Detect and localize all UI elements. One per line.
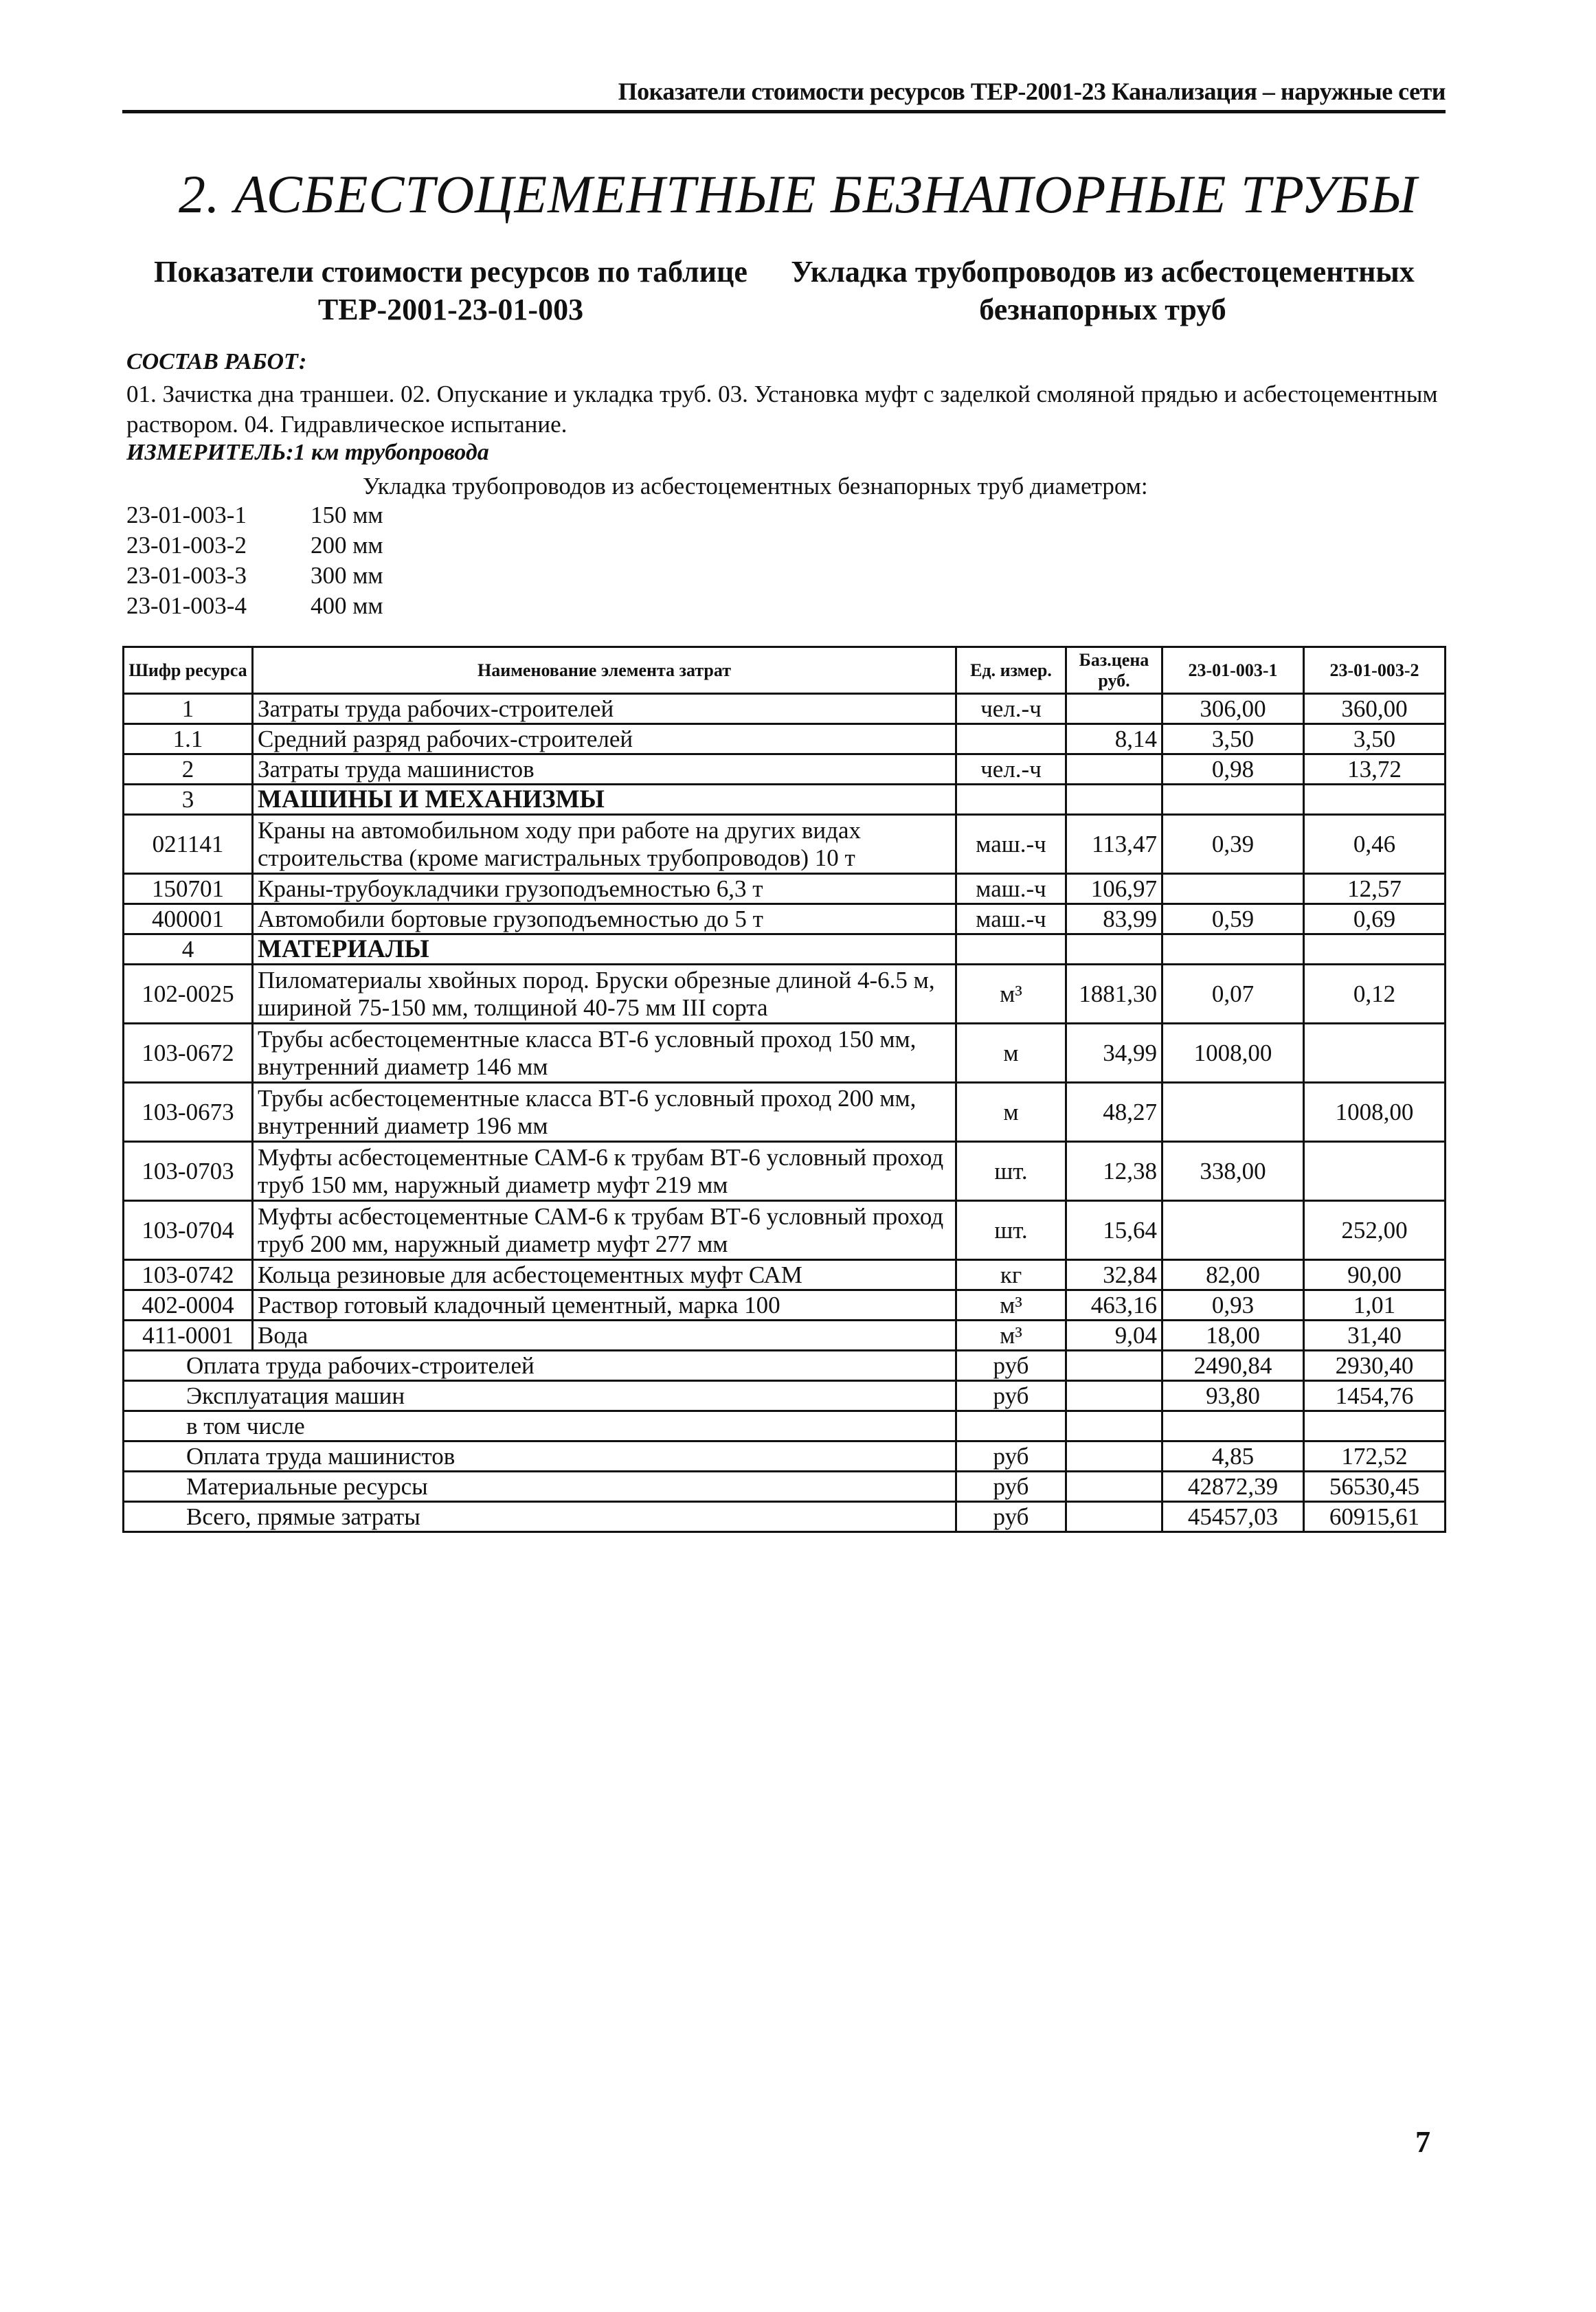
cell-name: МАТЕРИАЛЫ [253,934,956,965]
cell-unit: чел.-ч [956,694,1066,724]
header-col1: 23-01-003-1 [1162,647,1304,694]
cell-code: 021141 [124,815,253,874]
variant-code: 23-01-003-3 [126,562,247,589]
cell-price: 15,64 [1066,1201,1162,1260]
table-row [124,1083,1446,1142]
cell-v2 [1304,785,1446,815]
table-row [124,1024,1446,1083]
total-v1: 42872,39 [1162,1472,1304,1502]
total-v1 [1162,1411,1304,1441]
table-row [124,694,1446,724]
cell-v2: 360,00 [1304,694,1446,724]
cell-unit: маш.-ч [956,874,1066,904]
variant-item [126,591,383,621]
cell-name: Трубы асбестоцементные класса ВТ-6 условный проход 150 мм, внутренний диаметр 146 мм [253,1024,956,1083]
cell-v1: 1008,00 [1162,1024,1304,1083]
cell-v1: 82,00 [1162,1260,1304,1290]
cell-name: Краны на автомобильном ходу при работе на других видах строительства (кроме магистральных трубопроводов) 10 т [253,815,956,874]
variant-size: 300 мм [311,562,383,589]
measure-label: ИЗМЕРИТЕЛЬ:1 км трубопровода [126,440,489,465]
table-title-left-line1: Показатели стоимости ресурсов по таблице [154,255,748,289]
table-title-right [773,253,1432,328]
cell-v2 [1304,1142,1446,1201]
total-row [124,1472,1446,1502]
total-row [124,1381,1446,1411]
table-row [124,1290,1446,1321]
total-v1: 4,85 [1162,1441,1304,1472]
table-row [124,1260,1446,1290]
cell-v1: 0,93 [1162,1290,1304,1321]
cell-name: Трубы асбестоцементные класса ВТ-6 условный проход 200 мм, внутренний диаметр 196 мм [253,1083,956,1142]
cell-v1 [1162,785,1304,815]
cell-price: 34,99 [1066,1024,1162,1083]
cell-unit: м³ [956,1290,1066,1321]
variant-item [126,500,383,530]
total-label: Материальные ресурсы [124,1472,956,1502]
cell-price: 8,14 [1066,724,1162,754]
total-label: в том числе [124,1411,956,1441]
cell-code: 103-0673 [124,1083,253,1142]
table-row [124,724,1446,754]
cell-price [1066,754,1162,785]
cell-unit: кг [956,1260,1066,1290]
cell-name: Кольца резиновые для асбестоцементных муфт САМ [253,1260,956,1290]
cell-unit: шт. [956,1201,1066,1260]
cell-price [1066,934,1162,965]
cell-price: 463,16 [1066,1290,1162,1321]
cell-name: Автомобили бортовые грузоподъемностью до 5 т [253,904,956,934]
total-row [124,1502,1446,1532]
section-title: 2. АСБЕСТОЦЕМЕНТНЫЕ БЕЗНАПОРНЫЕ ТРУБЫ [179,164,1417,224]
total-v1: 2490,84 [1162,1351,1304,1381]
table-row [124,1201,1446,1260]
cell-unit: маш.-ч [956,904,1066,934]
cell-price: 106,97 [1066,874,1162,904]
header-name: Наименование элемента затрат [253,647,956,694]
cell-unit: м [956,1024,1066,1083]
cell-code: 102-0025 [124,965,253,1024]
variant-code: 23-01-003-4 [126,592,247,619]
table-title-left [135,253,767,328]
variant-size: 150 мм [311,502,383,528]
cell-price [1066,694,1162,724]
total-price-empty [1066,1472,1162,1502]
table-row [124,1321,1446,1351]
cell-code: 402-0004 [124,1290,253,1321]
cell-name: Раствор готовый кладочный цементный, марка 100 [253,1290,956,1321]
cell-name: Муфты асбестоцементные САМ-6 к трубам ВТ-6 условный проход труб 150 мм, наружный диаметр муфт 219 мм [253,1142,956,1201]
total-v1: 93,80 [1162,1381,1304,1411]
page-number: 7 [1415,2125,1430,2159]
total-row [124,1411,1446,1441]
table-row [124,874,1446,904]
cell-v1 [1162,874,1304,904]
cell-v2: 31,40 [1304,1321,1446,1351]
cell-v2: 90,00 [1304,1260,1446,1290]
cell-code: 103-0704 [124,1201,253,1260]
table-row [124,815,1446,874]
cell-v1: 0,98 [1162,754,1304,785]
total-v2: 1454,76 [1304,1381,1446,1411]
cell-v1 [1162,1083,1304,1142]
cell-unit [956,785,1066,815]
cell-code: 103-0703 [124,1142,253,1201]
total-price-empty [1066,1441,1162,1472]
cell-unit: маш.-ч [956,815,1066,874]
table-section-row [124,934,1446,965]
total-label: Оплата труда машинистов [124,1441,956,1472]
total-unit: руб [956,1441,1066,1472]
cell-price: 48,27 [1066,1083,1162,1142]
cell-v1: 338,00 [1162,1142,1304,1201]
header-unit: Ед. измер. [956,647,1066,694]
total-price-empty [1066,1411,1162,1441]
total-row [124,1441,1446,1472]
cell-v1 [1162,934,1304,965]
total-price-empty [1066,1351,1162,1381]
variants-heading: Укладка трубопроводов из асбестоцементных безнапорных труб диаметром: [363,473,1148,500]
composition-label: СОСТАВ РАБОТ: [126,349,307,374]
cell-v2: 12,57 [1304,874,1446,904]
cell-v2: 0,46 [1304,815,1446,874]
total-v2 [1304,1411,1446,1441]
cost-table [122,646,1446,1533]
variant-size: 200 мм [311,532,383,559]
cell-price: 9,04 [1066,1321,1162,1351]
table-title-right-line1: Укладка трубопроводов из асбестоцементных [791,255,1415,289]
table-section-row [124,785,1446,815]
header-price: Баз.цена руб. [1066,647,1162,694]
cell-v1: 18,00 [1162,1321,1304,1351]
total-label: Оплата труда рабочих-строителей [124,1351,956,1381]
cell-v1: 0,07 [1162,965,1304,1024]
header-col2: 23-01-003-2 [1304,647,1446,694]
cell-price: 83,99 [1066,904,1162,934]
cell-unit: чел.-ч [956,754,1066,785]
total-v2: 56530,45 [1304,1472,1446,1502]
table-row [124,904,1446,934]
table-row [124,754,1446,785]
total-v2: 172,52 [1304,1441,1446,1472]
cell-code: 4 [124,934,253,965]
cell-unit: м³ [956,1321,1066,1351]
total-unit: руб [956,1381,1066,1411]
cell-v2 [1304,934,1446,965]
cell-name: МАШИНЫ И МЕХАНИЗМЫ [253,785,956,815]
table-row [124,1142,1446,1201]
cell-name: Вода [253,1321,956,1351]
cell-name: Муфты асбестоцементные САМ-6 к трубам ВТ-6 условный проход труб 200 мм, наружный диаметр муфт 277 мм [253,1201,956,1260]
variant-item [126,561,383,591]
table-title-left-line2: ТЕР-2001-23-01-003 [317,293,584,326]
variant-item [126,530,383,561]
cell-price [1066,785,1162,815]
cell-code: 411-0001 [124,1321,253,1351]
cell-name: Затраты труда машинистов [253,754,956,785]
cell-code: 3 [124,785,253,815]
cell-name: Средний разряд рабочих-строителей [253,724,956,754]
total-unit: руб [956,1502,1066,1532]
cell-price: 113,47 [1066,815,1162,874]
variant-code: 23-01-003-2 [126,532,247,559]
cell-code: 103-0742 [124,1260,253,1290]
cell-v2: 13,72 [1304,754,1446,785]
cell-v2: 0,69 [1304,904,1446,934]
cell-unit: шт. [956,1142,1066,1201]
cell-price: 32,84 [1066,1260,1162,1290]
total-v2: 60915,61 [1304,1502,1446,1532]
cell-code: 2 [124,754,253,785]
cell-v2: 252,00 [1304,1201,1446,1260]
total-unit: руб [956,1472,1066,1502]
cell-unit: м [956,1083,1066,1142]
total-unit: руб [956,1351,1066,1381]
running-header: Показатели стоимости ресурсов ТЕР-2001-23 Канализация – наружные сети [618,78,1446,105]
header-code: Шифр ресурса [124,647,253,694]
cell-name: Затраты труда рабочих-строителей [253,694,956,724]
total-row [124,1351,1446,1381]
variant-code: 23-01-003-1 [126,502,247,528]
variant-size: 400 мм [311,592,383,619]
total-price-empty [1066,1502,1162,1532]
cell-v2: 1008,00 [1304,1083,1446,1142]
total-v1: 45457,03 [1162,1502,1304,1532]
cell-unit: м³ [956,965,1066,1024]
cell-v2: 1,01 [1304,1290,1446,1321]
cell-v2: 3,50 [1304,724,1446,754]
cell-code: 1 [124,694,253,724]
header-rule [122,110,1446,113]
total-price-empty [1066,1381,1162,1411]
cell-v1: 306,00 [1162,694,1304,724]
total-label: Эксплуатация машин [124,1381,956,1411]
total-unit [956,1411,1066,1441]
cell-price: 12,38 [1066,1142,1162,1201]
cell-unit [956,724,1066,754]
table-title-right-line2: безнапорных труб [979,293,1226,326]
table-row [124,965,1446,1024]
cell-code: 1.1 [124,724,253,754]
total-label: Всего, прямые затраты [124,1502,956,1532]
variants-list [126,500,383,621]
cell-unit [956,934,1066,965]
cell-code: 150701 [124,874,253,904]
cell-v2 [1304,1024,1446,1083]
cell-v1: 0,59 [1162,904,1304,934]
cell-v2: 0,12 [1304,965,1446,1024]
cell-code: 400001 [124,904,253,934]
cell-price: 1881,30 [1066,965,1162,1024]
cell-code: 103-0672 [124,1024,253,1083]
composition-text: 01. Зачистка дна траншеи. 02. Опускание и укладка труб. 03. Установка муфт с заделкой смоляной прядью и асбестоцементным раствором. 04. Гидравлическое испытание. [126,381,1438,438]
cell-v1: 0,39 [1162,815,1304,874]
cell-v1 [1162,1201,1304,1260]
cell-name: Краны-трубоукладчики грузоподъемностью 6,3 т [253,874,956,904]
cell-name: Пиломатериалы хвойных пород. Бруски обрезные длиной 4-6.5 м, шириной 75-150 мм, толщиной 40-75 мм III сорта [253,965,956,1024]
table-header-row [124,647,1446,694]
total-v2: 2930,40 [1304,1351,1446,1381]
cell-v1: 3,50 [1162,724,1304,754]
